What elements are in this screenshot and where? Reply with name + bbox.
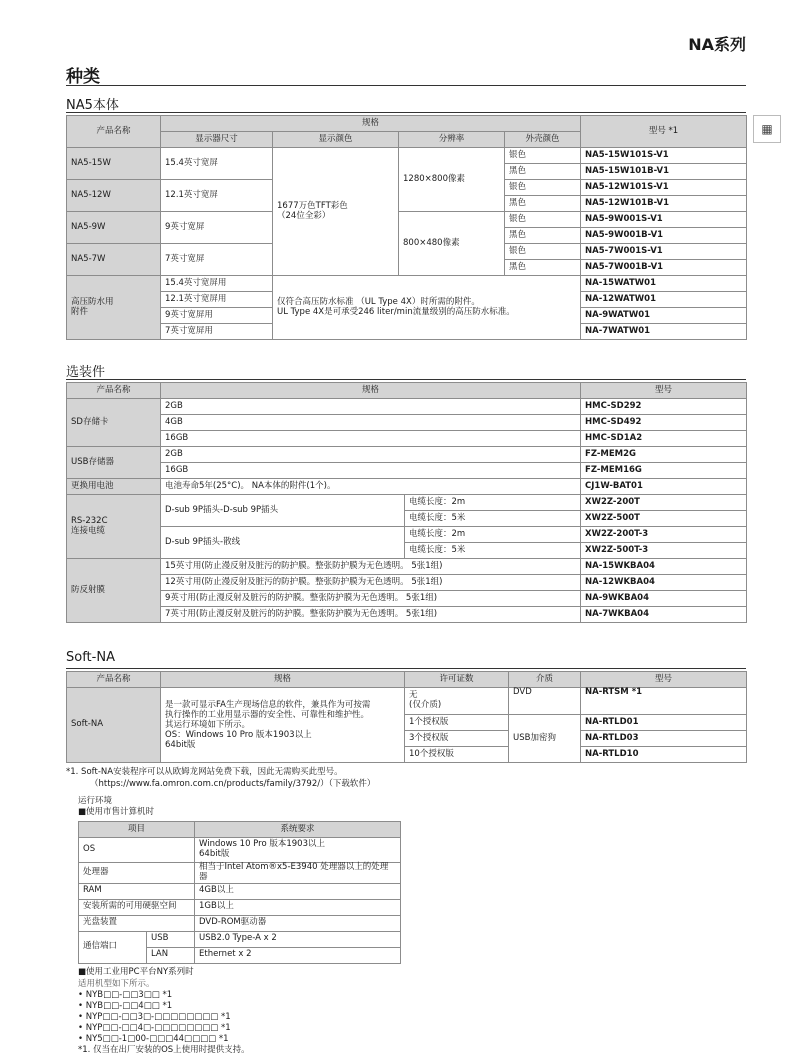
col-header: 显示颜色 (273, 132, 399, 148)
model-number: NA-9WATW01 (581, 308, 747, 324)
case-color: 银色 (505, 180, 581, 196)
product-name: 更换用电池 (67, 479, 161, 495)
model-number: NA5-12W101B-V1 (581, 196, 747, 212)
case-color: 银色 (505, 212, 581, 228)
license-count: 3个授权版 (405, 731, 509, 747)
title-rule (66, 85, 746, 86)
cable-type: D-sub 9P插头-D-sub 9P插头 (161, 495, 405, 527)
model-number: NA-RTLD01 (581, 715, 747, 731)
ny-item: • NYB□□-□□4□□ *1 (78, 1001, 173, 1011)
product-name: NA5-12W (67, 180, 161, 212)
model-number: NA-12WATW01 (581, 292, 747, 308)
spec: 7英寸用(防止漫反射及脏污的防护膜。整张防护膜为无色透明。 5张1组) (161, 607, 581, 623)
env-key: 通信端口 (79, 931, 147, 963)
model-number: XW2Z-200T-3 (581, 527, 747, 543)
model-number: NA-7WKBA04 (581, 607, 747, 623)
accessory-size: 9英寸宽屏用 (161, 308, 273, 324)
spec: 9英寸用(防止漫反射及脏污的防护膜。整张防护膜为无色透明。 5张1组) (161, 591, 581, 607)
col-header: 规格 (161, 116, 581, 132)
model-number: NA-15WATW01 (581, 276, 747, 292)
model-number: NA5-12W101S-V1 (581, 180, 747, 196)
model-number: FZ-MEM2G (581, 447, 747, 463)
display-color: 1677万色TFT彩色 （24位全彩） (273, 148, 399, 276)
display-size: 7英寸宽屏 (161, 244, 273, 276)
model-number: NA5-7W001S-V1 (581, 244, 747, 260)
env-value: USB2.0 Type-A x 2 (195, 931, 401, 947)
spec: 12英寸用(防止漫反射及脏污的防护膜。整张防护膜为无色透明。 5张1组) (161, 575, 581, 591)
env-subtitle: ■使用市售计算机时 (78, 807, 155, 817)
model-number: NA-12WKBA04 (581, 575, 747, 591)
section-rule (66, 379, 746, 380)
env-title: 运行环境 (78, 796, 113, 806)
media: USB加密狗 (509, 715, 581, 763)
model-number: XW2Z-500T (581, 511, 747, 527)
product-name: SD存储卡 (67, 399, 161, 447)
spec: 16GB (161, 431, 581, 447)
ny-title: ■使用工业用PC平台NY系列时 (78, 967, 194, 977)
col-header: 产品名称 (67, 383, 161, 399)
license-count: 10个授权版 (405, 747, 509, 763)
env-value: DVD-ROM驱动器 (195, 915, 401, 931)
accessory-size: 7英寸宽屏用 (161, 324, 273, 340)
product-name: 防反射膜 (67, 559, 161, 623)
spec: 是一款可显示FA生产现场信息的软件，兼具作为可按需 执行操作的工业用显示器的安全性、可靠性和维护性。 其运行环境如下所示。 OS：Windows 10 Pro 版本1903以上 64bit版 (161, 688, 405, 763)
model-number: NA5-9W001S-V1 (581, 212, 747, 228)
display-size: 12.1英寸宽屏 (161, 180, 273, 212)
spec: 15英寸用(防止漫反射及脏污的防护膜。整张防护膜为无色透明。 5张1组) (161, 559, 581, 575)
col-header: 型号 (581, 672, 747, 688)
case-color: 银色 (505, 148, 581, 164)
media: DVD (509, 688, 581, 715)
qr-code-icon[interactable]: ▦ (753, 115, 781, 143)
col-header: 型号 *1 (581, 116, 747, 148)
cable-length: 电缆长度：5米 (405, 543, 581, 559)
license-count: 无 (仅介质) (405, 688, 509, 715)
model-number: HMC-SD492 (581, 415, 747, 431)
cable-length: 电缆长度：2m (405, 527, 581, 543)
cable-length: 电缆长度：5米 (405, 511, 581, 527)
spec: 电池寿命5年(25°C)。 NA本体的附件(1个)。 (161, 479, 581, 495)
ny-item: • NY5□□-1□00-□□□44□□□□ *1 (78, 1034, 229, 1044)
col-header: 许可证数 (405, 672, 509, 688)
series-title: NA系列 (688, 35, 746, 54)
case-color: 黑色 (505, 164, 581, 180)
env-key: 处理器 (79, 863, 195, 884)
na5-table (66, 115, 747, 340)
env-value: 1GB以上 (195, 899, 401, 915)
model-number: NA5-9W001B-V1 (581, 228, 747, 244)
ny-item: • NYP□□-□□4□-□□□□□□□□ *1 (78, 1023, 231, 1033)
case-color: 黑色 (505, 260, 581, 276)
col-header: 型号 (581, 383, 747, 399)
spec: 4GB (161, 415, 581, 431)
col-header: 产品名称 (67, 672, 161, 688)
model-number: HMC-SD1A2 (581, 431, 747, 447)
section-heading-options: 选装件 (66, 365, 106, 380)
model-number: NA-9WKBA04 (581, 591, 747, 607)
footnote-url: （https://www.fa.omron.com.cn/products/family/3792/）（下载软件） (90, 779, 376, 789)
display-size: 9英寸宽屏 (161, 212, 273, 244)
section-heading-softna: Soft-NA (66, 650, 115, 665)
env-table (78, 821, 401, 964)
model-number: FZ-MEM16G (581, 463, 747, 479)
spec: 16GB (161, 463, 581, 479)
env-value: 相当于Intel Atom®x5-E3940 处理器以上的处理器 (195, 863, 401, 884)
col-header: 外壳颜色 (505, 132, 581, 148)
env-value: Ethernet x 2 (195, 947, 401, 963)
product-name: NA5-9W (67, 212, 161, 244)
model-number: CJ1W-BAT01 (581, 479, 747, 495)
ny-item: • NYP□□-□□3□-□□□□□□□□ *1 (78, 1012, 231, 1022)
section-heading-na5: NA5本体 (66, 98, 119, 113)
cable-type: D-sub 9P插头-散线 (161, 527, 405, 559)
case-color: 黑色 (505, 196, 581, 212)
resolution: 1280×800像素 (399, 148, 505, 212)
spec: 2GB (161, 447, 581, 463)
model-number: NA-RTLD03 (581, 731, 747, 747)
model-number: NA5-7W001B-V1 (581, 260, 747, 276)
section-rule (66, 668, 746, 669)
model-number: NA-RTSM *1 (581, 688, 747, 715)
env-key: 安装所需的可用硬驱空间 (79, 899, 195, 915)
col-header: 规格 (161, 672, 405, 688)
env-key: OS (79, 838, 195, 863)
model-number: XW2Z-200T (581, 495, 747, 511)
env-subkey: USB (147, 931, 195, 947)
accessory-size: 15.4英寸宽屏用 (161, 276, 273, 292)
env-key: RAM (79, 883, 195, 899)
env-value: Windows 10 Pro 版本1903以上 64bit版 (195, 838, 401, 863)
col-header: 显示器尺寸 (161, 132, 273, 148)
product-name: RS-232C 连接电缆 (67, 495, 161, 559)
display-size: 15.4英寸宽屏 (161, 148, 273, 180)
product-name: NA5-15W (67, 148, 161, 180)
softna-table (66, 671, 747, 763)
col-header: 分辨率 (399, 132, 505, 148)
env-value: 4GB以上 (195, 883, 401, 899)
model-number: NA5-15W101S-V1 (581, 148, 747, 164)
cable-length: 电缆长度：2m (405, 495, 581, 511)
footnote: *1. Soft-NA安装程序可以从欧姆龙网站免费下载，因此无需购买此型号。 (66, 767, 343, 777)
ny-item: • NYB□□-□□3□□ *1 (78, 990, 173, 1000)
model-number: NA-RTLD10 (581, 747, 747, 763)
model-number: NA-7WATW01 (581, 324, 747, 340)
product-name: 高压防水用 附件 (67, 276, 161, 340)
product-name: USB存储器 (67, 447, 161, 479)
page-title: 种类 (66, 67, 100, 87)
product-name: Soft-NA (67, 688, 161, 763)
col-header: 产品名称 (67, 116, 161, 148)
col-header: 规格 (161, 383, 581, 399)
case-color: 黑色 (505, 228, 581, 244)
env-key: 光盘装置 (79, 915, 195, 931)
col-header: 系统要求 (195, 822, 401, 838)
section-rule (66, 112, 746, 113)
options-table (66, 382, 747, 623)
license-count: 1个授权版 (405, 715, 509, 731)
ny-footnote: *1. 仅当在出厂安装的OS上使用时提供支持。 (78, 1045, 250, 1055)
product-name: NA5-7W (67, 244, 161, 276)
env-subkey: LAN (147, 947, 195, 963)
model-number: XW2Z-500T-3 (581, 543, 747, 559)
ny-subtitle: 适用机型如下所示。 (78, 979, 155, 989)
model-number: NA-15WKBA04 (581, 559, 747, 575)
accessory-desc: 仅符合高压防水标准 （UL Type 4X）时所需的附件。 UL Type 4X是可承受246 liter/min流量级别的高压防水标准。 (273, 276, 581, 340)
accessory-size: 12.1英寸宽屏用 (161, 292, 273, 308)
col-header: 介质 (509, 672, 581, 688)
model-number: NA5-15W101B-V1 (581, 164, 747, 180)
spec: 2GB (161, 399, 581, 415)
model-number: HMC-SD292 (581, 399, 747, 415)
resolution: 800×480像素 (399, 212, 505, 276)
col-header: 项目 (79, 822, 195, 838)
case-color: 银色 (505, 244, 581, 260)
